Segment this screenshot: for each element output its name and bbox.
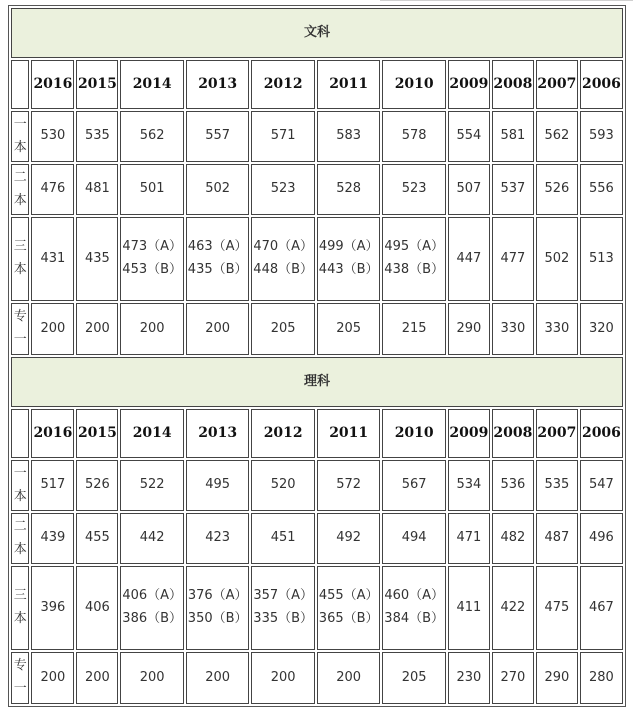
- score-row: [11, 652, 623, 704]
- score-cell: 200: [31, 303, 74, 355]
- score-cell: 562: [536, 111, 578, 162]
- score-value: 406（A）: [122, 588, 183, 604]
- score-row: [11, 303, 623, 355]
- score-value: 453（B）: [122, 262, 183, 277]
- score-cell: [186, 217, 250, 301]
- year-header: 2008: [492, 60, 534, 109]
- score-cell: [382, 217, 446, 301]
- score-cell: 200: [120, 303, 184, 355]
- year-header: 2007: [536, 60, 578, 109]
- score-table: [8, 5, 626, 707]
- score-cell: 205: [317, 303, 381, 355]
- score-value: 448（B）: [253, 262, 314, 277]
- level-char: 一: [13, 681, 27, 696]
- score-cell: 330: [492, 303, 534, 355]
- level-label: [11, 566, 29, 650]
- score-value: 365（B）: [318, 611, 379, 626]
- score-cell: 502: [536, 217, 578, 301]
- score-row: [11, 460, 623, 511]
- year-header: 2015: [76, 409, 118, 458]
- year-header: 2012: [251, 409, 315, 458]
- year-header: 2013: [186, 60, 250, 109]
- score-cell: [382, 566, 446, 650]
- score-cell: 556: [580, 164, 623, 215]
- score-value: 384（B）: [384, 611, 445, 626]
- score-row: [11, 111, 623, 162]
- level-char: 三: [13, 239, 27, 255]
- score-value: 455（A）: [318, 588, 379, 604]
- year-header: 2007: [536, 409, 578, 458]
- level-char: 二: [13, 169, 27, 185]
- score-cell: 507: [448, 164, 490, 215]
- score-value: 435（B）: [187, 262, 248, 277]
- score-cell: 423: [186, 513, 250, 564]
- year-header: 2016: [31, 409, 74, 458]
- score-cell: 431: [31, 217, 74, 301]
- year-header: 2009: [448, 409, 490, 458]
- score-cell: 200: [31, 652, 74, 704]
- score-value: 473（A）: [122, 239, 183, 255]
- level-label: [11, 111, 29, 162]
- section-title: 理科: [11, 357, 623, 407]
- score-cell: 487: [536, 513, 578, 564]
- score-value: 499（A）: [318, 239, 379, 255]
- level-label: [11, 164, 29, 215]
- score-cell: 475: [536, 566, 578, 650]
- score-value: 460（A）: [384, 588, 445, 604]
- year-header: 2014: [120, 60, 184, 109]
- score-cell: 200: [317, 652, 381, 704]
- level-char: 本: [13, 262, 27, 277]
- score-value: 438（B）: [384, 262, 445, 277]
- year-header-row: [11, 60, 623, 109]
- score-cell: 536: [492, 460, 534, 511]
- score-cell: 513: [580, 217, 623, 301]
- level-char: 一: [13, 116, 27, 132]
- score-row: [11, 164, 623, 215]
- level-char: 一: [13, 465, 27, 481]
- year-header: 2012: [251, 60, 315, 109]
- year-header: 2016: [31, 60, 74, 109]
- year-header: 2009: [448, 60, 490, 109]
- score-row: [11, 566, 623, 650]
- year-header: 2006: [580, 409, 623, 458]
- score-cell: 578: [382, 111, 446, 162]
- score-cell: 230: [448, 652, 490, 704]
- corner-cell: [11, 60, 29, 109]
- score-cell: [317, 217, 381, 301]
- score-cell: [120, 566, 184, 650]
- score-cell: 494: [382, 513, 446, 564]
- top-divider: [380, 0, 633, 3]
- score-cell: 200: [251, 652, 315, 704]
- level-label: [11, 460, 29, 511]
- level-char: 一: [13, 332, 27, 347]
- corner-cell: [11, 409, 29, 458]
- level-label: [11, 217, 29, 301]
- score-cell: 205: [251, 303, 315, 355]
- year-header: 2010: [382, 60, 446, 109]
- section-title: 文科: [11, 8, 623, 58]
- score-cell: [120, 217, 184, 301]
- score-cell: [251, 217, 315, 301]
- year-header: 2006: [580, 60, 623, 109]
- score-cell: 451: [251, 513, 315, 564]
- score-cell: 476: [31, 164, 74, 215]
- level-char: 本: [13, 541, 27, 557]
- level-char: 二: [13, 518, 27, 534]
- score-row: [11, 217, 623, 301]
- score-cell: [317, 566, 381, 650]
- score-cell: 557: [186, 111, 250, 162]
- level-label: [11, 303, 29, 355]
- score-cell: 477: [492, 217, 534, 301]
- score-cell: 290: [536, 652, 578, 704]
- score-cell: 482: [492, 513, 534, 564]
- score-value: 470（A）: [253, 239, 314, 255]
- score-cell: 492: [317, 513, 381, 564]
- score-cell: 422: [492, 566, 534, 650]
- score-cell: 270: [492, 652, 534, 704]
- score-cell: 528: [317, 164, 381, 215]
- year-header: 2010: [382, 409, 446, 458]
- score-table-body: [11, 8, 623, 704]
- score-cell: 280: [580, 652, 623, 704]
- score-value: 335（B）: [253, 611, 314, 626]
- score-cell: 535: [536, 460, 578, 511]
- score-cell: 534: [448, 460, 490, 511]
- score-cell: [186, 566, 250, 650]
- score-cell: 517: [31, 460, 74, 511]
- score-cell: 571: [251, 111, 315, 162]
- score-value: 376（A）: [187, 588, 248, 604]
- score-value: 463（A）: [187, 239, 248, 255]
- section-header-row: [11, 357, 623, 407]
- score-cell: 447: [448, 217, 490, 301]
- score-cell: 502: [186, 164, 250, 215]
- score-cell: 411: [448, 566, 490, 650]
- score-cell: 526: [76, 460, 118, 511]
- score-cell: 593: [580, 111, 623, 162]
- score-cell: 522: [120, 460, 184, 511]
- score-cell: 320: [580, 303, 623, 355]
- score-value: 357（A）: [253, 588, 314, 604]
- score-cell: 200: [76, 303, 118, 355]
- score-cell: 455: [76, 513, 118, 564]
- score-value: 350（B）: [187, 611, 248, 626]
- score-cell: 467: [580, 566, 623, 650]
- score-cell: 523: [251, 164, 315, 215]
- score-cell: 526: [536, 164, 578, 215]
- score-cell: 547: [580, 460, 623, 511]
- score-cell: 406: [76, 566, 118, 650]
- score-cell: 481: [76, 164, 118, 215]
- year-header: 2011: [317, 409, 381, 458]
- score-cell: 396: [31, 566, 74, 650]
- score-cell: 572: [317, 460, 381, 511]
- score-cell: 200: [120, 652, 184, 704]
- score-cell: 530: [31, 111, 74, 162]
- score-cell: 200: [186, 652, 250, 704]
- score-cell: 562: [120, 111, 184, 162]
- score-cell: 520: [251, 460, 315, 511]
- level-char: 本: [13, 139, 27, 155]
- level-char: 专: [13, 309, 27, 325]
- score-cell: 290: [448, 303, 490, 355]
- year-header-row: [11, 409, 623, 458]
- score-cell: 581: [492, 111, 534, 162]
- level-char: 三: [13, 588, 27, 604]
- score-cell: 435: [76, 217, 118, 301]
- score-row: [11, 513, 623, 564]
- score-cell: 200: [76, 652, 118, 704]
- score-cell: 496: [580, 513, 623, 564]
- level-char: 本: [13, 488, 27, 504]
- score-cell: 439: [31, 513, 74, 564]
- level-char: 本: [13, 611, 27, 626]
- score-cell: 495: [186, 460, 250, 511]
- score-cell: [251, 566, 315, 650]
- score-cell: 471: [448, 513, 490, 564]
- score-cell: 554: [448, 111, 490, 162]
- year-header: 2015: [76, 60, 118, 109]
- score-cell: 567: [382, 460, 446, 511]
- score-cell: 583: [317, 111, 381, 162]
- score-cell: 215: [382, 303, 446, 355]
- year-header: 2013: [186, 409, 250, 458]
- year-header: 2008: [492, 409, 534, 458]
- score-cell: 205: [382, 652, 446, 704]
- score-cell: 200: [186, 303, 250, 355]
- level-char: 本: [13, 192, 27, 208]
- section-header-row: [11, 8, 623, 58]
- level-label: [11, 513, 29, 564]
- score-cell: 537: [492, 164, 534, 215]
- score-cell: 501: [120, 164, 184, 215]
- score-cell: 330: [536, 303, 578, 355]
- level-char: 专: [13, 658, 27, 674]
- year-header: 2011: [317, 60, 381, 109]
- score-value: 495（A）: [384, 239, 445, 255]
- year-header: 2014: [120, 409, 184, 458]
- score-cell: 523: [382, 164, 446, 215]
- score-cell: 442: [120, 513, 184, 564]
- score-value: 386（B）: [122, 611, 183, 626]
- score-cell: 535: [76, 111, 118, 162]
- level-label: [11, 652, 29, 704]
- score-value: 443（B）: [318, 262, 379, 277]
